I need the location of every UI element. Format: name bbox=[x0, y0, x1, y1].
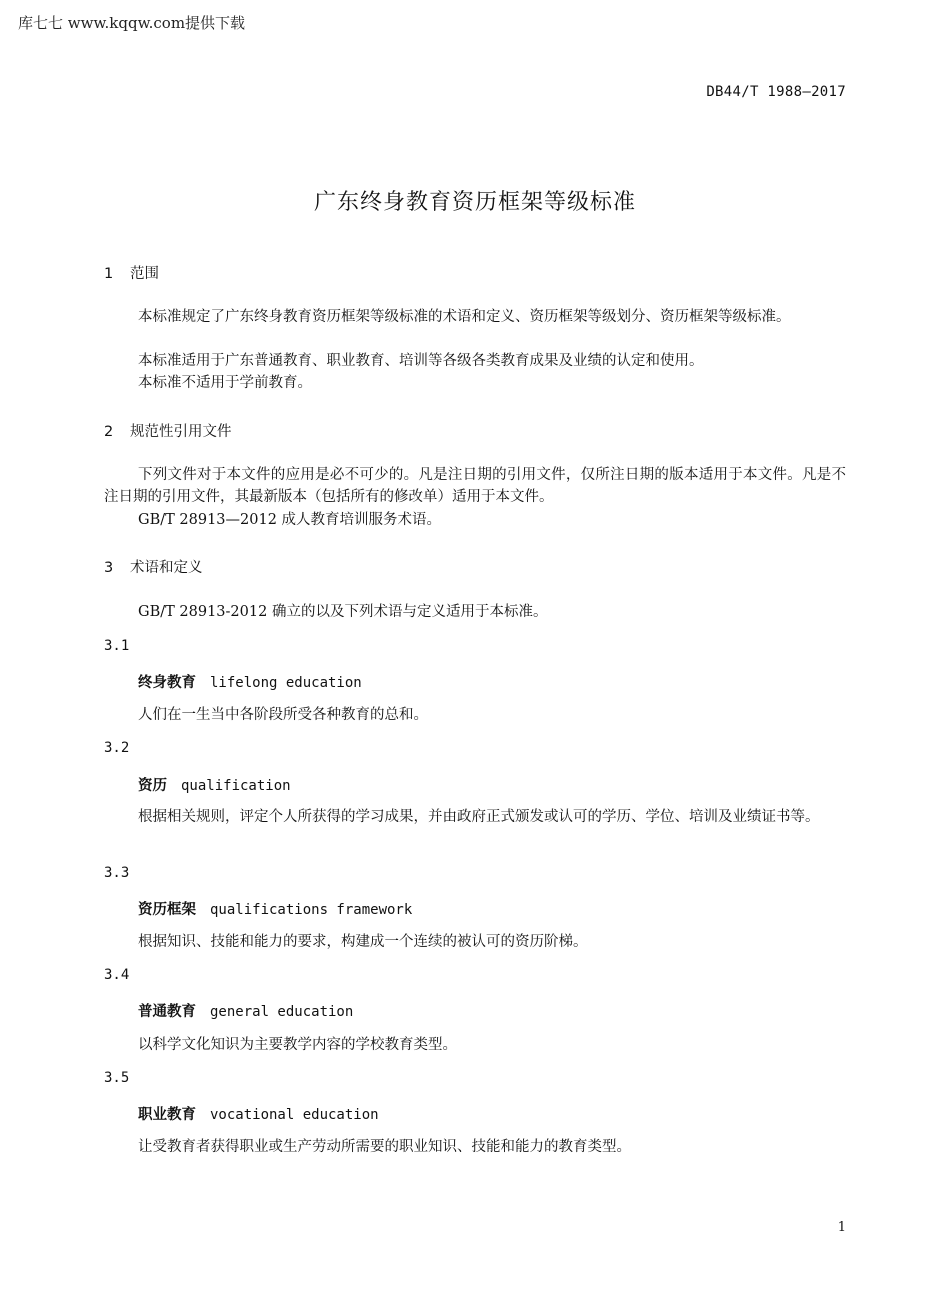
term-en: lifelong education bbox=[210, 675, 362, 691]
term-entry bbox=[138, 1103, 379, 1124]
page-number: 1 bbox=[837, 1220, 846, 1235]
section-number: 3 bbox=[104, 560, 114, 576]
clause-number: 3.3 bbox=[104, 865, 130, 881]
term-zh: 职业教育 bbox=[138, 1107, 196, 1123]
clause-number: 3.4 bbox=[104, 967, 130, 983]
term-definition: 根据知识、技能和能力的要求，构建成一个连续的被认可的资历阶梯。 bbox=[138, 934, 588, 950]
term-en: general education bbox=[210, 1004, 354, 1020]
section-heading-2 bbox=[104, 420, 232, 441]
term-entry bbox=[138, 1000, 353, 1021]
term-entry bbox=[138, 898, 412, 919]
section-title: 规范性引用文件 bbox=[130, 424, 232, 440]
clause-number: 3.5 bbox=[104, 1070, 130, 1086]
term-definition: 人们在一生当中各阶段所受各种教育的总和。 bbox=[138, 707, 428, 723]
section-title: 范围 bbox=[130, 266, 159, 282]
term-definition: 以科学文化知识为主要教学内容的学校教育类型。 bbox=[138, 1037, 457, 1053]
document-title: 广东终身教育资历框架等级标准 bbox=[313, 190, 636, 215]
term-zh: 终身教育 bbox=[138, 675, 196, 691]
clause-number: 3.2 bbox=[104, 740, 130, 756]
term-en: qualification bbox=[181, 778, 291, 794]
paragraph: 本标准不适用于学前教育。 bbox=[138, 375, 312, 391]
term-en: qualifications framework bbox=[210, 902, 413, 918]
term-en: vocational education bbox=[210, 1107, 379, 1123]
paragraph: GB/T 28913-2012 确立的以及下列术语与定义适用于本标准。 bbox=[138, 604, 548, 620]
paragraph: 本标准规定了广东终身教育资历框架等级标准的术语和定义、资历框架等级划分、资历框架等级标准。 bbox=[138, 309, 791, 325]
section-heading-3 bbox=[104, 556, 203, 577]
paragraph: 本标准适用于广东普通教育、职业教育、培训等各级各类教育成果及业绩的认定和使用。 bbox=[138, 353, 704, 369]
term-entry bbox=[138, 671, 362, 692]
standard-code: DB44/T 1988—2017 bbox=[706, 84, 846, 100]
term-zh: 资历框架 bbox=[138, 902, 196, 918]
term-entry bbox=[138, 774, 291, 795]
term-definition: 让受教育者获得职业或生产劳动所需要的职业知识、技能和能力的教育类型。 bbox=[138, 1139, 631, 1155]
term-definition: 根据相关规则，评定个人所获得的学习成果，并由政府正式颁发或认可的学历、学位、培训及业绩证书等。 bbox=[138, 809, 820, 825]
watermark-text: 库七七 www.kqqw.com提供下载 bbox=[18, 14, 246, 32]
section-number: 1 bbox=[104, 266, 114, 282]
section-title: 术语和定义 bbox=[130, 560, 203, 576]
paragraph: 下列文件对于本文件的应用是必不可少的。凡是注日期的引用文件，仅所注日期的版本适用于本文件。凡是不注日期的引用文件，其最新版本（包括所有的修改单）适用于本文件。 bbox=[104, 467, 846, 505]
section-number: 2 bbox=[104, 424, 114, 440]
term-zh: 普通教育 bbox=[138, 1004, 196, 1020]
section-heading-1 bbox=[104, 262, 159, 283]
term-zh: 资历 bbox=[138, 778, 167, 794]
normative-reference: GB/T 28913—2012 成人教育培训服务术语。 bbox=[138, 512, 442, 528]
clause-number: 3.1 bbox=[104, 638, 130, 654]
